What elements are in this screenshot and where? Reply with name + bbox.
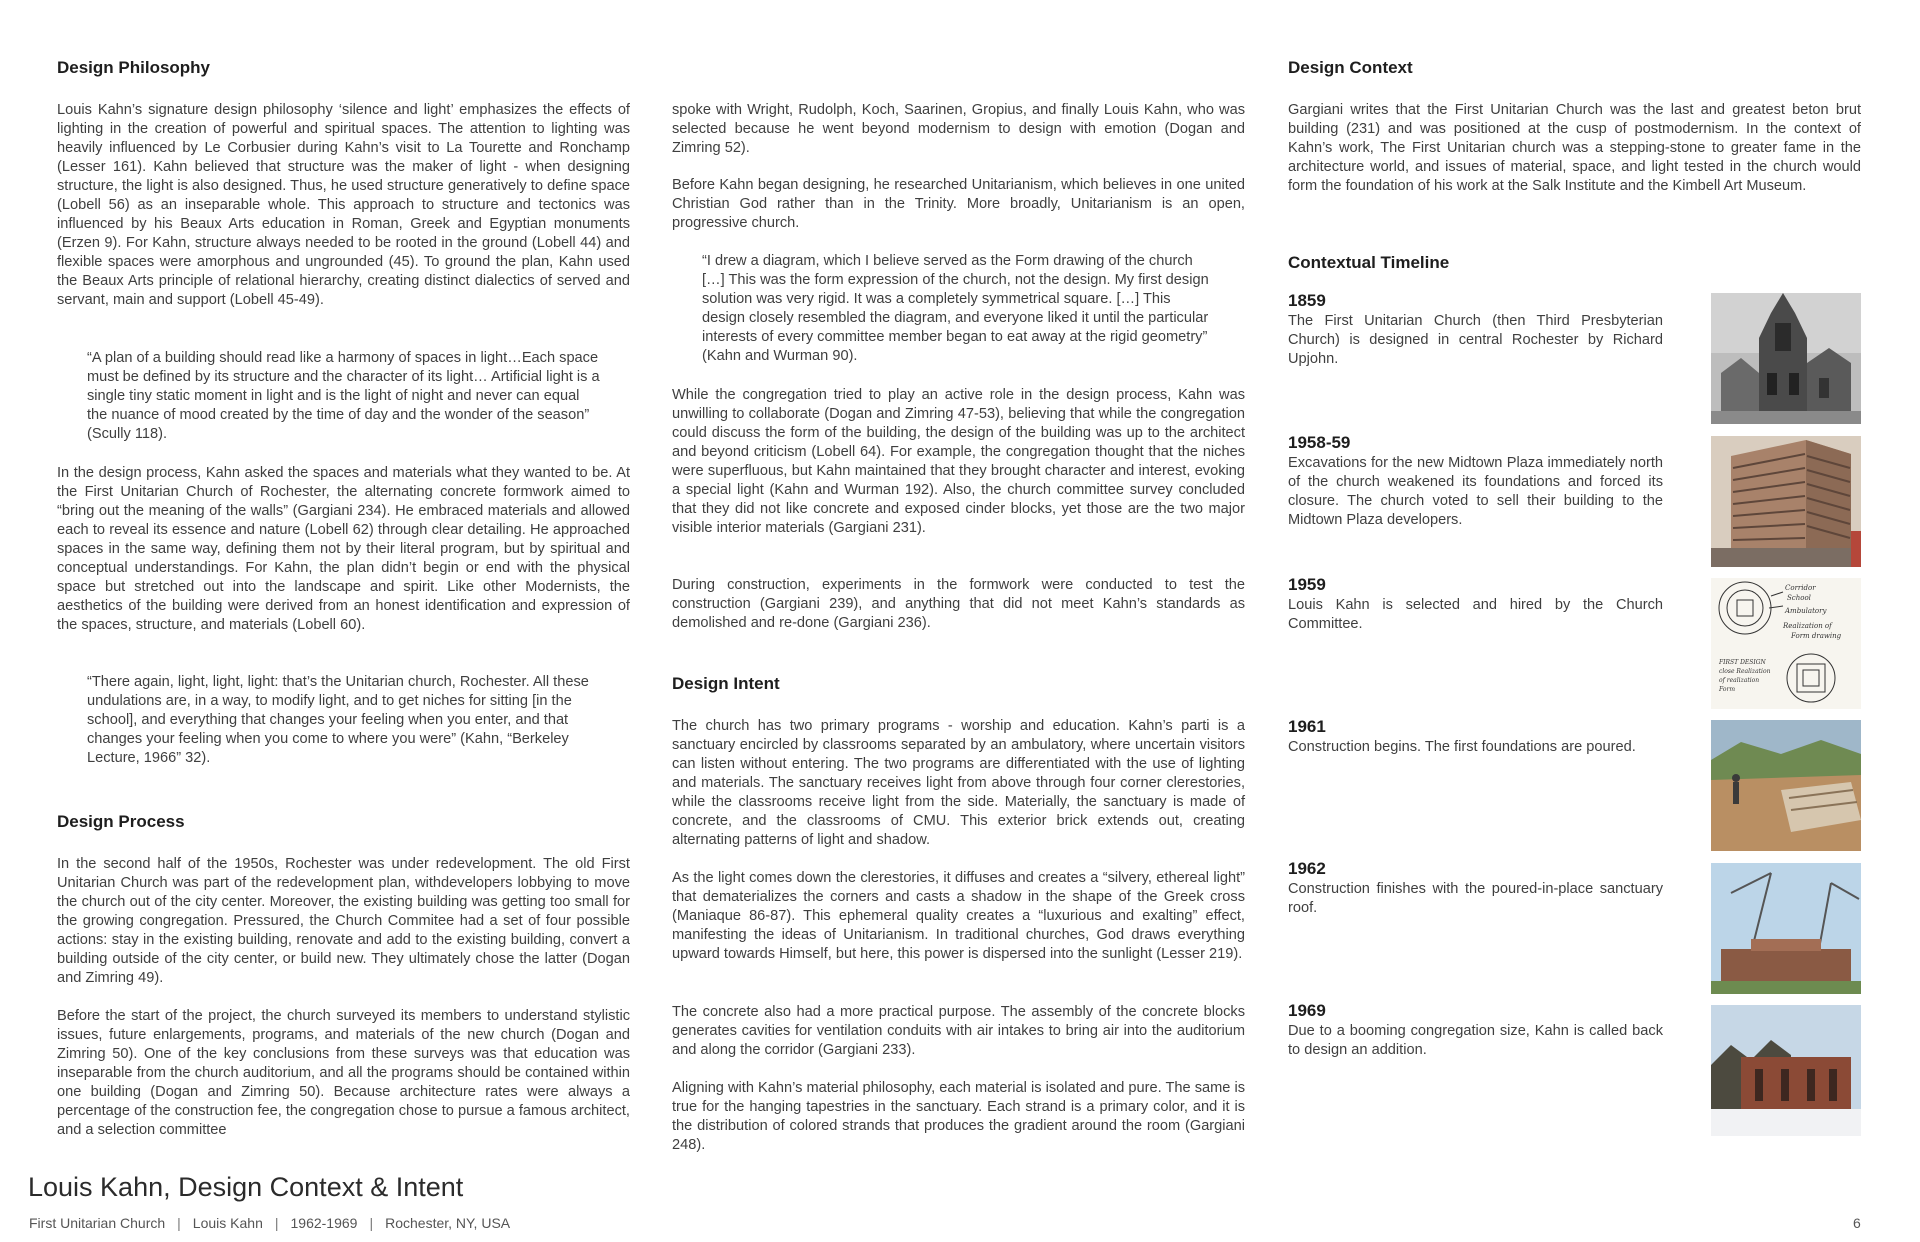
design-intent-heading: Design Intent — [672, 674, 780, 693]
continued-paragraph-2: Before Kahn began designing, he researched Unitarianism, which believes in one united Christian God rather than in the Trinity. More broadly, Unitarianism is an open, progressive church. — [672, 177, 1245, 231]
sketch-label-form: Form — [1719, 686, 1736, 693]
page-title: Louis Kahn, Design Context & Intent — [28, 1172, 464, 1202]
philosophy-paragraph-1: Louis Kahn’s signature design philosophy ‘silence and light’ emphasizes the effects of lighting in the creation of powerful and spiritual spaces. The attention to lighting was heavily influenced by Le Corbusier during Kahn’s visit to La Tourette and Ronchamp (Lesser 161). Kahn believed that structure was the maker of light - when designing structure, the light is also designed. Thus, he used structure generatively to define space (Lobell 56) as an inseparable whole. This approach to structure and tectonics was influenced by his Beaux Arts education in Roman, Greek and Egyptian monuments (Erzen 9). For Kahn, structure always needed to be rooted in the ground (Lobell 44) and flexible spaces were amorphous and ungrounded (45). To ground the plan, Kahn used the Beaux Arts principle of relational hierarchy, creating distinct dialectics of served and servant, main and support (Lobell 45-49). — [57, 102, 630, 308]
process-paragraph-1: In the second half of the 1950s, Rochester was under redevelopment. The old First Unitarian Church was part of the redevelopment plan, withdevelopers lobbying to move the church out of the city center. Moreover, the existing building was getting too small for the growing congregation. Pressured, the Church Commitee had a set of four possible actions: stay in the existing building, renovate and add to the existing building, convert a building outside of the city center, or build new. They ultimately chose the latter (Dogan and Zimring 49). — [57, 856, 630, 986]
design-philosophy-heading: Design Philosophy — [57, 58, 211, 77]
philosophy-quote-1: “A plan of a building should read like a harmony of spaces in light…Each space must be defined by its structure and the character of its light… Artificial light is a single tiny static moment in light and is the light of night and never can equal the nuance of mood created by the time of day and the wonder of the season” (Scully 118). — [87, 350, 600, 442]
construction-1961-photo — [1711, 720, 1861, 851]
separator: | — [369, 1215, 374, 1231]
intent-paragraph-1: The church has two primary programs - worship and education. Kahn’s parti is a sanctuary encircled by classrooms separated by an ambulatory, where uncertain visitors can listen without entering. The two programs are differentiated with the use of lighting and materials. The sanctuary receives light from above through four corner clerestories, while the classrooms receive light from the side. Materially, the sanctuary is made of concrete, and the classrooms of CMU. This exterior brick extends out, creating alternating patterns of light and shadow. — [672, 718, 1245, 848]
philosophy-paragraph-2: In the design process, Kahn asked the spaces and materials what they wanted to be. At the First Unitarian Church of Rochester, the alternating concrete formwork aimed to “bring out the meaning of the walls” (Gargiani 234). He embraced materials and allowed each to reveal its essence and nature (Lobell 62) through clear detailing. He approached spaces in the same way, defining them not by their literal program, but by spiritual and conceptual understandings. For Kahn, the plan didn’t begin or end with the physical space but stretched out into the landscape and spirit. Like other Modernists, the aesthetics of the building were derived from an honest identification and expression of the spaces, structure, and materials (Lobell 60). — [57, 465, 630, 633]
project-name: First Unitarian Church — [29, 1215, 166, 1231]
timeline-year: 1958-59 — [1288, 433, 1351, 452]
timeline-text: Due to a booming congregation size, Kahn is called back to design an addition. — [1288, 1023, 1663, 1058]
sketch-label-ambulatory: Ambulatory — [1785, 607, 1827, 615]
intent-paragraph-3: The concrete also had a more practical purpose. The assembly of the concrete blocks generates cavities for ventilation conduits with air intakes to bring air into the auditorium and along the corridor (Gargiani 233). — [672, 1004, 1245, 1058]
sketch-label-corridor: Corridor — [1785, 584, 1816, 592]
project-details — [29, 1215, 510, 1231]
project-years: 1962-1969 — [290, 1215, 358, 1231]
sketch-label-of-realization: of realization — [1719, 677, 1760, 684]
continued-paragraph-3: While the congregation tried to play an active role in the design process, Kahn was unwilling to collaborate (Dogan and Zimring 47-53), believing that while the congregation could discuss the form of the building, the design of the building was up to the architect and beyond criticism (Lobell 64). For example, the congregation thought that the niches were superfluous, but Kahn maintained that they brought character and interest, evoking a special light (Kahn and Wurman 192). Also, the church committee survey concluded that they did not like concrete and exposed cinder blocks, yet those are the two major visible interior materials (Gargiani 231). — [672, 387, 1245, 536]
separator: | — [177, 1215, 181, 1231]
timeline-year: 1859 — [1288, 291, 1326, 310]
intent-paragraph-2: As the light comes down the clerestories, it diffuses and creates a “silvery, ethereal light” that dematerializes the corners and casts a shadow in the shape of the Greek cross (Maniaque 86-87). This ephemeral quality creates a “luxurious and exalting” effect, manifesting the ideas of Unitarianism. In traditional churches, God draws everything upward towards Himself, but here, this power is dispersed into the sunlight (Lesser 219). — [672, 870, 1245, 962]
sketch-label-realization: Realization of — [1783, 622, 1832, 630]
sketch-label-first-design: FIRST DESIGN — [1719, 659, 1766, 666]
project-location: Rochester, NY, USA — [385, 1215, 511, 1231]
timeline-text: Excavations for the new Midtown Plaza immediately north of the church weakened its foundations and forced its closure. The church voted to sell their building to the Midtown Plaza developers. — [1288, 455, 1663, 528]
contextual-timeline-heading: Contextual Timeline — [1288, 253, 1450, 272]
sketch-label-school: School — [1787, 594, 1811, 602]
timeline-text: Louis Kahn is selected and hired by the Church Committee. — [1288, 597, 1663, 632]
timeline-year: 1959 — [1288, 575, 1326, 594]
kahn-form-sketch — [1711, 578, 1861, 709]
timeline-text: The First Unitarian Church (then Third Presbyterian Church) is designed in central Rochester by Richard Upjohn. — [1288, 313, 1663, 367]
sketch-label-form-drawing: Form drawing — [1791, 632, 1842, 640]
design-context-heading: Design Context — [1288, 58, 1413, 77]
timeline-year: 1969 — [1288, 1001, 1326, 1020]
timeline-text: Construction begins. The first foundations are poured. — [1288, 739, 1636, 755]
design-process-heading: Design Process — [57, 812, 185, 831]
sketch-label-close-realization: close Realization — [1719, 668, 1771, 675]
context-paragraph: Gargiani writes that the First Unitarian Church was the last and greatest beton brut building (231) and was positioned at the cusp of postmodernism. In the context of Kahn’s work, The First Unitarian church was a stepping-stone to greater fame in the architecture world, and issues of material, space, and light tested in the church would form the foundation of his work at the Salk Institute and the Kimbell Art Museum. — [1288, 102, 1861, 194]
addition-1969-photo — [1711, 1005, 1861, 1136]
intent-paragraph-4: Aligning with Kahn’s material philosophy, each material is isolated and pure. The same is true for the hanging tapestries in the sanctuary. Each strand is a primary color, and it is the distribution of colored strands that produces the gradient around the room (Gargiani 248). — [672, 1080, 1245, 1153]
continued-paragraph-1: spoke with Wright, Rudolph, Koch, Saarinen, Gropius, and finally Louis Kahn, who was selected because he went beyond modernism to design with emotion (Dogan and Zimring 52). — [672, 102, 1245, 156]
timeline-text: Construction finishes with the poured-in-place sanctuary roof. — [1288, 881, 1663, 916]
process-paragraph-2: Before the start of the project, the church surveyed its members to understand stylistic issues, future enlargements, programs, and materials of the new church (Dogan and Zimring 50). One of the key conclusions from these surveys was that education was inseparable from the church auditorium, and all the programs should be contained within one building (Dogan and Zimring 50). Because architecture rates were always a percentage of the construction fee, the congregation chose to pursue a famous architect, and a selection committee — [57, 1008, 630, 1138]
midtown-plaza-photo — [1711, 436, 1861, 567]
timeline-year: 1961 — [1288, 717, 1326, 736]
kahn-quote-3: “I drew a diagram, which I believe served as the Form drawing of the church […] This was the form expression of the church, not the design. My first design solution was very rigid. It was a completely symmetrical square. […] This design closely resembled the diagram, and everyone liked it until the particular interests of every committee member began to eat away at the rigid geometry” (Kahn and Wurman 90). — [702, 253, 1209, 364]
philosophy-quote-2: “There again, light, light, light: that’s the Unitarian church, Rochester. All these undulations are, in a way, to modify light, and to get niches for sitting [in the school], and everything that changes your feeling when you enter, and that changes your feeling when you come to where you were” (Kahn, “Berkeley Lecture, 1966” 32). — [87, 674, 589, 766]
continued-paragraph-4: During construction, experiments in the formwork were conducted to test the construction (Gargiani 239), and anything that did not meet Kahn’s standards as demolished and re-done (Gargiani 236). — [672, 577, 1245, 631]
page-number: 6 — [1853, 1215, 1861, 1231]
architect-name: Louis Kahn — [192, 1215, 263, 1231]
church-1859-photo — [1711, 293, 1861, 424]
separator: | — [274, 1215, 279, 1231]
timeline-year: 1962 — [1288, 859, 1326, 878]
construction-1962-photo — [1711, 863, 1861, 994]
